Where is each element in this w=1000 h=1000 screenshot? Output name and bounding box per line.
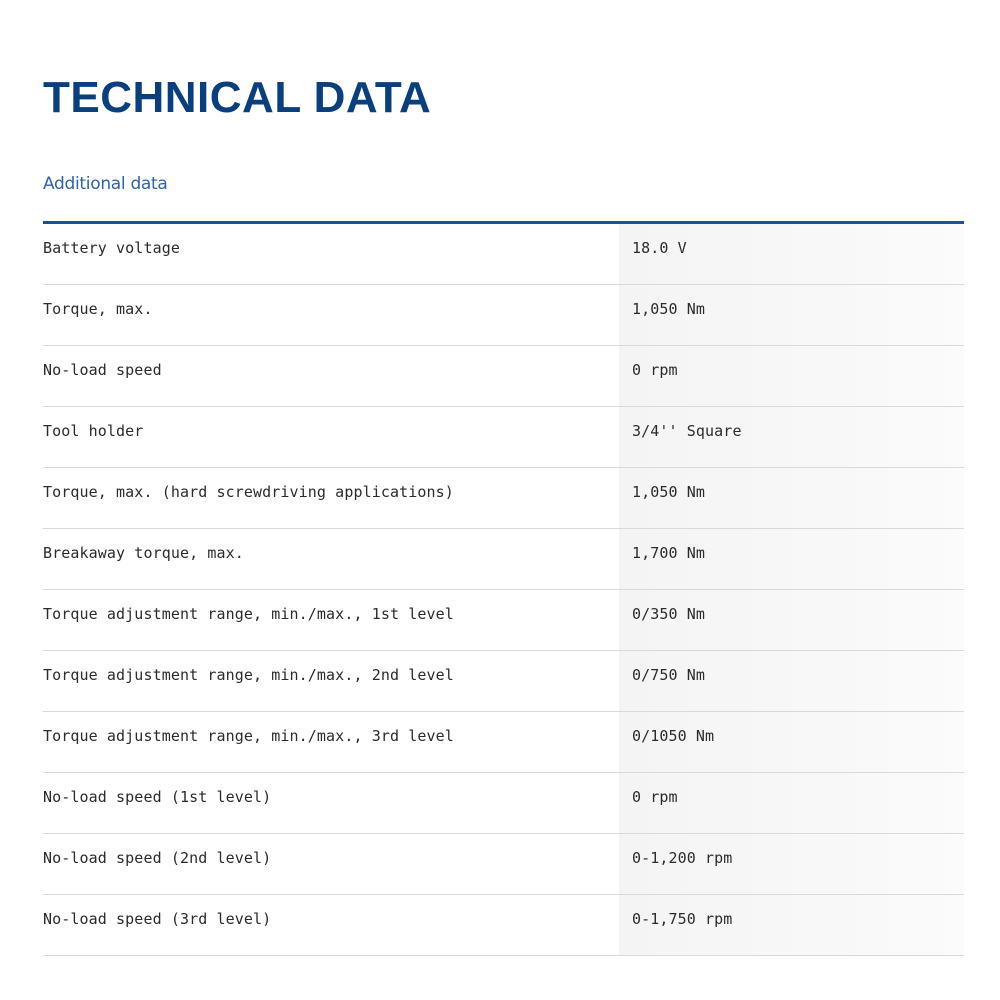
- table-row: [43, 529, 964, 590]
- table-row: [43, 651, 964, 712]
- spec-value: 0 rpm: [632, 361, 678, 379]
- spec-value: 18.0 V: [632, 239, 687, 257]
- spec-label: Breakaway torque, max.: [43, 544, 244, 562]
- spec-label: No-load speed: [43, 361, 162, 379]
- spec-value: 0/750 Nm: [632, 666, 706, 684]
- spec-value: 1,700 Nm: [632, 544, 706, 562]
- spec-table: [43, 224, 964, 956]
- spec-label: No-load speed (3rd level): [43, 910, 272, 928]
- table-row: [43, 590, 964, 651]
- additional-data-tab[interactable]: Additional data: [43, 174, 168, 194]
- spec-label: Torque adjustment range, min./max., 3rd level: [43, 727, 454, 745]
- spec-label: Tool holder: [43, 422, 144, 440]
- table-row: [43, 468, 964, 529]
- spec-label: No-load speed (1st level): [43, 788, 272, 806]
- spec-label: Torque, max. (hard screwdriving applications): [43, 483, 454, 501]
- table-row: [43, 407, 964, 468]
- table-row: [43, 346, 964, 407]
- spec-label: Torque, max.: [43, 300, 153, 318]
- spec-value: 0/350 Nm: [632, 605, 706, 623]
- spec-value: 0-1,750 rpm: [632, 910, 733, 928]
- spec-value: 3/4'' Square: [632, 422, 742, 440]
- spec-label: Torque adjustment range, min./max., 1st level: [43, 605, 454, 623]
- spec-value: 1,050 Nm: [632, 483, 706, 501]
- table-row: [43, 773, 964, 834]
- spec-label: No-load speed (2nd level): [43, 849, 272, 867]
- table-row: [43, 712, 964, 773]
- spec-value: 0-1,200 rpm: [632, 849, 733, 867]
- table-row: [43, 285, 964, 346]
- spec-label: Torque adjustment range, min./max., 2nd level: [43, 666, 454, 684]
- spec-label: Battery voltage: [43, 239, 180, 257]
- spec-value: 1,050 Nm: [632, 300, 706, 318]
- spec-value: 0 rpm: [632, 788, 678, 806]
- spec-value: 0/1050 Nm: [632, 727, 715, 745]
- table-row: [43, 224, 964, 285]
- table-row: [43, 834, 964, 895]
- table-row: [43, 895, 964, 956]
- page-title: TECHNICAL DATA: [43, 73, 432, 122]
